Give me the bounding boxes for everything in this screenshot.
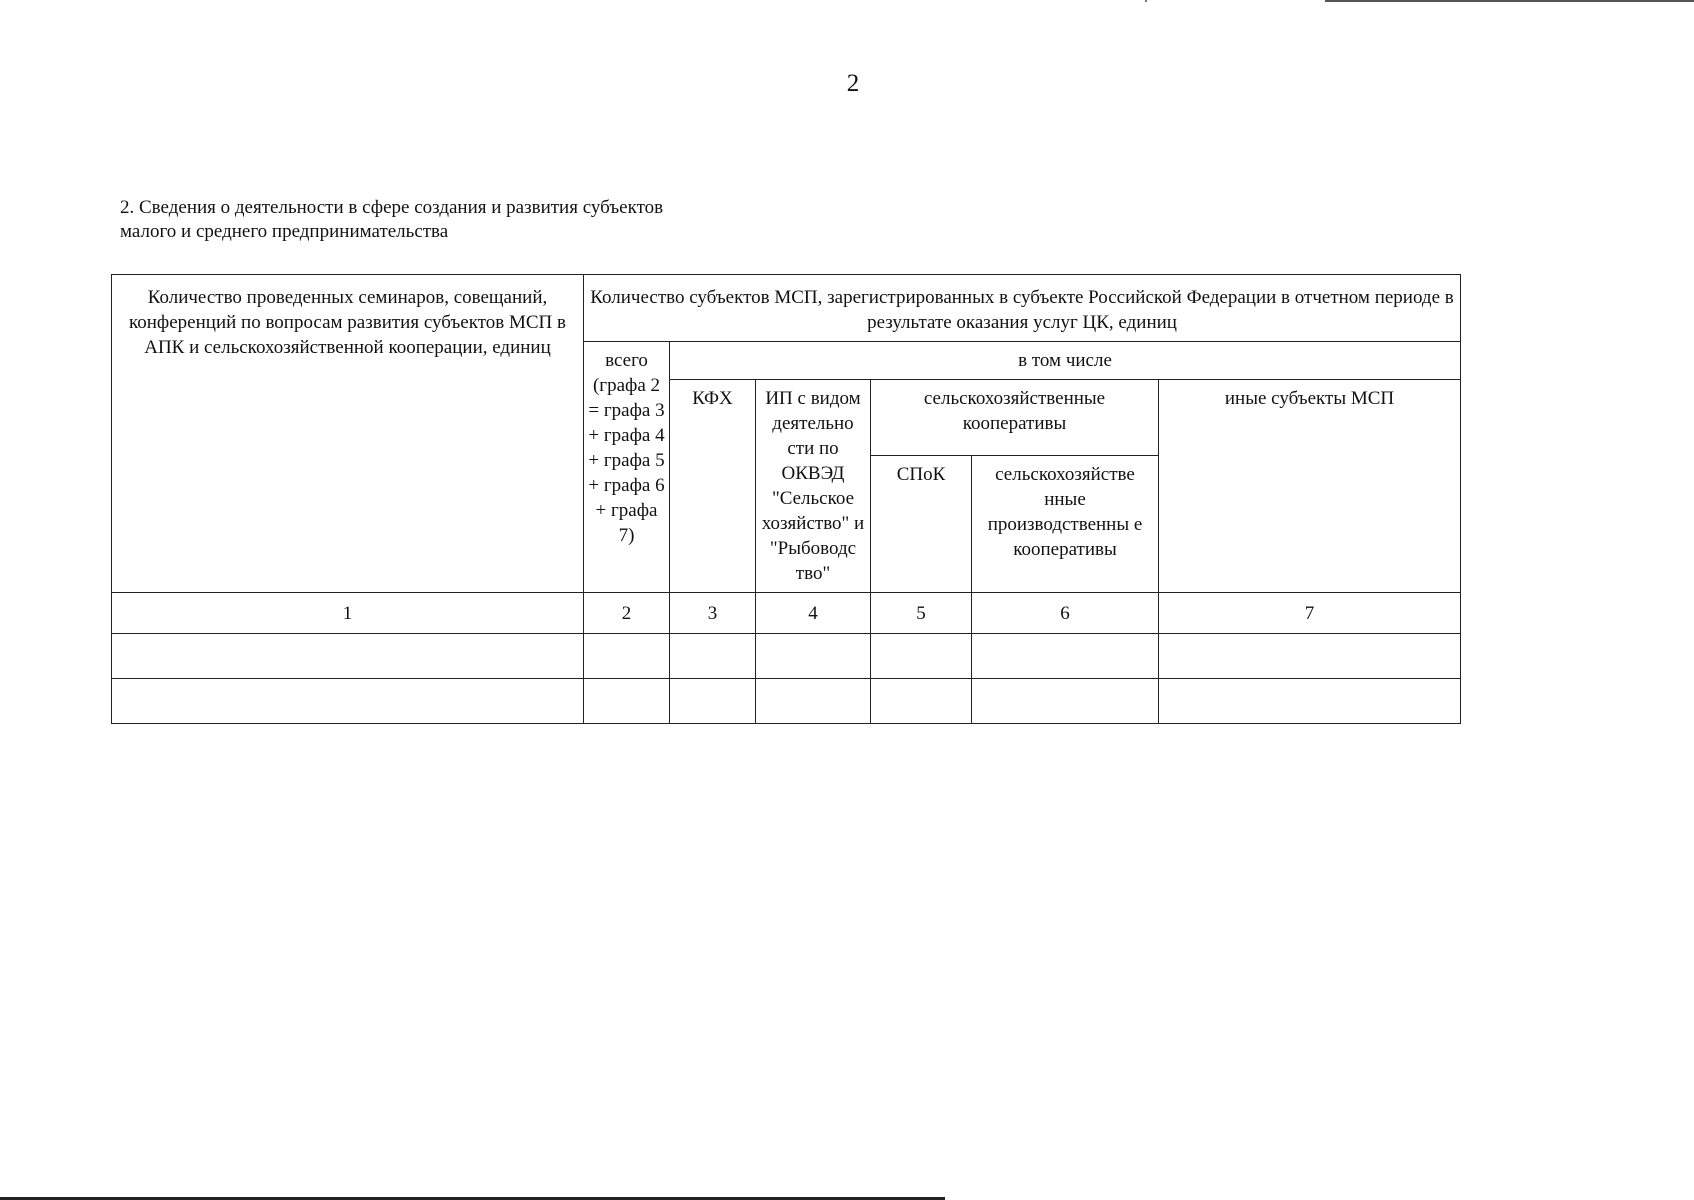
section-title-line-2: малого и среднего предпринимательства (120, 221, 449, 242)
section-title (120, 196, 663, 244)
table-cell (584, 634, 670, 679)
table-cell (871, 634, 972, 679)
table-cell (871, 679, 972, 724)
table-row (112, 679, 1461, 724)
table-cell (112, 634, 584, 679)
scan-artifact-line (1325, 0, 1694, 2)
table-cell (972, 634, 1159, 679)
column-number: 1 (112, 593, 584, 634)
column-number: 4 (756, 593, 871, 634)
col1-header: Количество проведенных семинаров, совещаний, конференций по вопросам развития субъектов МСП в АПК и сельскохозяйственной кооперации, единиц (112, 275, 584, 593)
spok-header: СПоК (871, 456, 972, 593)
table-cell (584, 679, 670, 724)
other-header: иные субъекты МСП (1159, 380, 1461, 593)
kfh-header: КФХ (670, 380, 756, 593)
table-cell (670, 679, 756, 724)
header-row-1 (112, 275, 1461, 342)
prod-coops-header: сельскохозяйстве нные производственны е кооперативы (972, 456, 1159, 593)
ip-header: ИП с видом деятельно сти по ОКВЭД "Сельское хозяйство" и "Рыбоводс тво" (756, 380, 871, 593)
total-header: всего (графа 2 = графа 3 + графа 4 + графа 5 + графа 6 + графа 7) (584, 342, 670, 593)
table-cell (1159, 679, 1461, 724)
page-number: 2 (846, 70, 860, 97)
table-cell (756, 679, 871, 724)
table-cell (1159, 634, 1461, 679)
coops-header: сельскохозяйственные кооперативы (871, 380, 1159, 456)
column-number: 2 (584, 593, 670, 634)
table-cell (756, 634, 871, 679)
group-header: Количество субъектов МСП, зарегистрированных в субъекте Российской Федерации в отчетном периоде в результате оказания услуг ЦК, единиц (584, 275, 1461, 342)
table-cell (112, 679, 584, 724)
column-number: 7 (1159, 593, 1461, 634)
table-cell (972, 679, 1159, 724)
column-number: 6 (972, 593, 1159, 634)
table-row (112, 634, 1461, 679)
including-header: в том числе (670, 342, 1461, 380)
msp-activity-table (111, 274, 1461, 724)
table-cell (670, 634, 756, 679)
column-number: 3 (670, 593, 756, 634)
scan-artifact-dot (1145, 0, 1147, 2)
column-number-row (112, 593, 1461, 634)
column-number: 5 (871, 593, 972, 634)
section-title-line-1: 2. Сведения о деятельности в сфере создания и развития субъектов (120, 197, 664, 218)
